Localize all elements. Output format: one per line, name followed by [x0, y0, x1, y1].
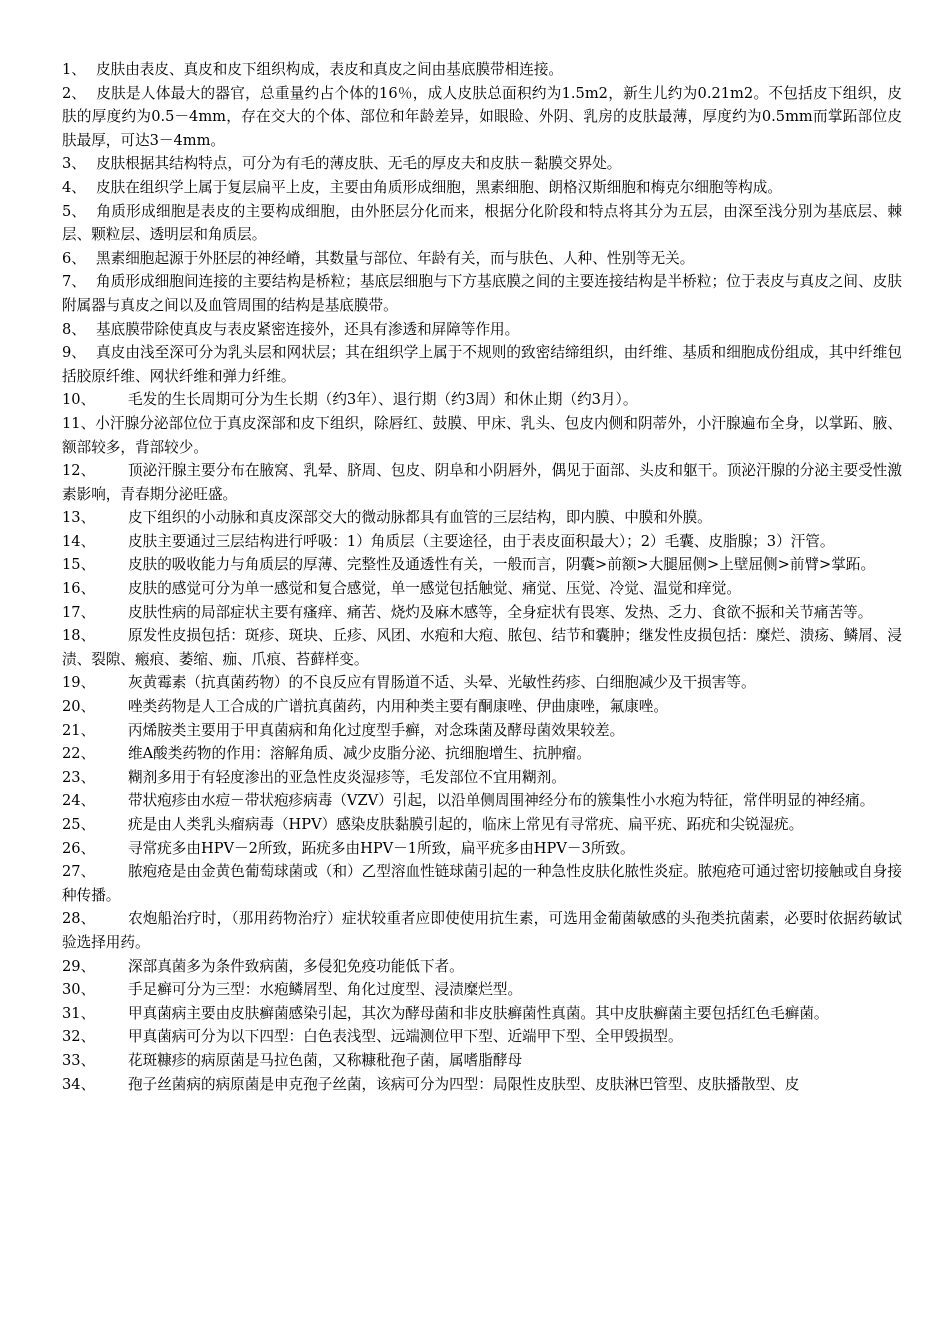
list-item — [62, 742, 902, 766]
item-text: 毛发的生长周期可分为生长期（约3年）、退行期（约3周）和休止期（约3月）。 — [128, 391, 638, 409]
item-text: 皮肤性病的局部症状主要有瘙痒、痛苦、烧灼及麻木感等，全身症状有畏寒、发热、乏力、食欲不振和关节痛苦等。 — [128, 603, 873, 621]
item-text: 丙烯胺类主要用于甲真菌病和角化过度型手癣，对念珠菌及酵母菌效果较差。 — [128, 721, 625, 739]
list-item — [62, 955, 902, 979]
item-number: 30、 — [62, 981, 96, 999]
item-number: 13、 — [62, 509, 96, 527]
item-text: 顶泌汗腺主要分布在腋窝、乳晕、脐周、包皮、阴阜和小阴唇外，偶见于面部、头皮和躯干。顶泌汗腺的分泌主要受性激素影响，青春期分泌旺盛。 — [62, 462, 902, 503]
list-item — [62, 459, 902, 506]
list-item — [62, 1073, 902, 1097]
item-number: 26、 — [62, 839, 96, 857]
list-item — [62, 388, 902, 412]
list-item — [62, 789, 902, 813]
item-number: 19、 — [62, 674, 96, 692]
item-text: 皮肤的感觉可分为单一感觉和复合感觉，单一感觉包括触觉、痛觉、压觉、冷觉、温觉和痒觉。 — [128, 580, 741, 598]
item-text: 脓疱疮是由金黄色葡萄球菌或（和）乙型溶血性链球菌引起的一种急性皮肤化脓性炎症。脓疱疮可通过密切接触或自身接种传播。 — [62, 863, 902, 904]
list-item — [62, 837, 902, 861]
item-number: 29、 — [62, 957, 96, 975]
list-item — [62, 577, 902, 601]
item-text: 手足癣可分为三型：水疱鳞屑型、角化过度型、浸渍糜烂型。 — [128, 981, 523, 999]
item-text: 皮下组织的小动脉和真皮深部交大的微动脉都具有血管的三层结构，即内膜、中膜和外膜。 — [128, 509, 712, 527]
list-item — [62, 82, 902, 153]
list-item — [62, 270, 902, 317]
item-number: 15、 — [62, 556, 96, 574]
item-number: 23、 — [62, 768, 96, 786]
item-number: 12、 — [62, 462, 96, 480]
item-number: 20、 — [62, 698, 96, 716]
item-text: 角质形成细胞间连接的主要结构是桥粒；基底层细胞与下方基底膜之间的主要连接结构是半桥粒；位于表皮与真皮之间、皮肤附属器与真皮之间以及血管周围的结构是基底膜带。 — [62, 273, 902, 314]
list-item — [62, 247, 902, 271]
item-text: 唑类药物是人工合成的广谱抗真菌药，内用种类主要有酮康唑、伊曲康唑，氟康唑。 — [128, 698, 668, 716]
item-text: 甲真菌病主要由皮肤癣菌感染引起，其次为酵母菌和非皮肤癣菌性真菌。其中皮肤癣菌主要包括红色毛癣菌。 — [128, 1004, 829, 1022]
item-number: 8、 — [62, 320, 86, 338]
item-number: 33、 — [62, 1051, 96, 1069]
item-text: 甲真菌病可分为以下四型：白色表浅型、远端测位甲下型、近端甲下型、全甲毁损型。 — [128, 1028, 683, 1046]
item-number: 2、 — [62, 84, 86, 102]
item-number: 17、 — [62, 603, 96, 621]
item-text: 皮肤由表皮、真皮和皮下组织构成，表皮和真皮之间由基底膜带相连接。 — [96, 61, 564, 78]
item-number: 4、 — [62, 178, 86, 196]
item-number: 14、 — [62, 532, 96, 550]
numbered-list — [62, 58, 902, 1096]
list-item — [62, 318, 902, 342]
item-number: 27、 — [62, 863, 96, 881]
list-item — [62, 1025, 902, 1049]
list-item — [62, 813, 902, 837]
item-text: 疣是由人类乳头瘤病毒（HPV）感染皮肤黏膜引起的，临床上常见有寻常疣、扁平疣、跖疣和尖锐湿疣。 — [128, 816, 804, 833]
item-text: 灰黄霉素（抗真菌药物）的不良反应有胃肠道不适、头晕、光敏性药疹、白细胞减少及干损害等。 — [128, 674, 756, 692]
item-number: 7、 — [62, 273, 86, 291]
list-item — [62, 624, 902, 671]
item-number: 28、 — [62, 910, 96, 928]
item-number: 9、 — [62, 344, 86, 362]
item-number: 1、 — [62, 61, 86, 78]
item-text: 黑素细胞起源于外胚层的神经嵴，其数量与部位、年龄有关，而与肤色、人种、性别等无关。 — [96, 249, 695, 267]
list-item — [62, 200, 902, 247]
item-text: 基底膜带除使真皮与表皮紧密连接外，还具有渗透和屏障等作用。 — [96, 320, 520, 338]
list-item — [62, 152, 902, 176]
item-number: 18、 — [62, 627, 96, 645]
item-text: 孢子丝菌病的病原菌是申克孢子丝菌，该病可分为四型：局限性皮肤型、皮肤淋巴管型、皮肤播散型、皮 — [128, 1075, 800, 1093]
item-number: 11、 — [62, 414, 96, 432]
item-text: 维A酸类药物的作用：溶解角质、减少皮脂分泌、抗细胞增生、抗肿瘤。 — [128, 745, 591, 763]
item-text: 皮肤在组织学上属于复层扁平上皮，主要由角质形成细胞，黑素细胞、朗格汉斯细胞和梅克尔细胞等构成。 — [96, 178, 782, 196]
list-item — [62, 978, 902, 1002]
item-text: 糊剂多用于有轻度渗出的亚急性皮炎湿疹等，毛发部位不宜用糊剂。 — [128, 768, 566, 786]
list-item — [62, 341, 902, 388]
list-item — [62, 601, 902, 625]
list-item — [62, 671, 902, 695]
item-number: 25、 — [62, 816, 96, 833]
list-item — [62, 1049, 902, 1073]
item-text: 花斑糠疹的病原菌是马拉色菌，又称糠秕孢子菌，属嗜脂酵母 — [128, 1051, 523, 1069]
item-text: 寻常疣多由HPV－2所致，跖疣多由HPV－1所致，扁平疣多由HPV－3所致。 — [128, 839, 635, 857]
item-number: 32、 — [62, 1028, 96, 1046]
list-item — [62, 58, 902, 82]
list-item — [62, 907, 902, 954]
list-item — [62, 530, 902, 554]
item-text: 真皮由浅至深可分为乳头层和网状层；其在组织学上属于不规则的致密结缔组织，由纤维、基质和细胞成份组成，其中纤维包括胶原纤维、网状纤维和弹力纤维。 — [62, 344, 902, 385]
list-item — [62, 176, 902, 200]
item-text: 皮肤是人体最大的器官，总重量约占个体的16％，成人皮肤总面积约为1.5m2，新生儿约为0.21m2。不包括皮下组织，皮肤的厚度约为0.5－4mm，存在交大的个体、部位和年龄差异，如眼睑、外阴、乳房的皮肤最薄，厚度约为0.5mm而掌跖部位皮肤最厚，可达3－4mm。 — [62, 84, 902, 149]
item-text: 带状疱疹由水痘－带状疱疹病毒（VZV）引起，以沿单侧周围神经分布的簇集性小水疱为特征，常伴明显的神经痛。 — [128, 792, 875, 810]
item-number: 22、 — [62, 745, 96, 763]
item-text: 小汗腺分泌部位位于真皮深部和皮下组织，除唇红、鼓膜、甲床、乳头、包皮内侧和阴蒂外，小汗腺遍布全身，以掌跖、腋、额部较多，背部较少。 — [62, 414, 902, 456]
item-text: 农炮船治疗时，（那用药物治疗）症状较重者应即使使用抗生素，可选用金葡菌敏感的头孢类抗菌素，必要时依据药敏试验选择用药。 — [62, 910, 902, 951]
item-number: 3、 — [62, 155, 86, 173]
item-number: 24、 — [62, 792, 96, 810]
item-text: 深部真菌多为条件致病菌，多侵犯免疫功能低下者。 — [128, 957, 464, 975]
list-item — [62, 1002, 902, 1026]
list-item — [62, 719, 902, 743]
item-number: 21、 — [62, 721, 96, 739]
item-number: 5、 — [62, 202, 86, 220]
item-number: 6、 — [62, 249, 86, 267]
item-text: 角质形成细胞是表皮的主要构成细胞，由外胚层分化而来，根据分化阶段和特点将其分为五层，由深至浅分别为基底层、棘层、颗粒层、透明层和角质层。 — [62, 202, 902, 244]
list-item — [62, 506, 902, 530]
item-text: 原发性皮损包括：斑疹、斑块、丘疹、风团、水疱和大疱、脓包、结节和囊肿；继发性皮损包括：糜烂、溃疡、鳞屑、浸渍、裂隙、瘢痕、萎缩、痂、爪痕、苔藓样变。 — [62, 627, 902, 668]
item-text: 皮肤根据其结构特点，可分为有毛的薄皮肤、无毛的厚皮夫和皮肤－黏膜交界处。 — [96, 155, 622, 173]
item-number: 31、 — [62, 1004, 96, 1022]
list-item — [62, 412, 902, 459]
item-number: 34、 — [62, 1075, 96, 1093]
list-item — [62, 766, 902, 790]
item-number: 10、 — [62, 391, 96, 409]
list-item — [62, 695, 902, 719]
item-text: 皮肤的吸收能力与角质层的厚薄、完整性及通透性有关，一般而言，阴囊>前额>大腿屈侧>上壁屈侧>前臂>掌跖。 — [128, 556, 876, 574]
list-item — [62, 860, 902, 907]
item-text: 皮肤主要通过三层结构进行呼吸：1）角质层（主要途径，由于表皮面积最大）；2）毛囊、皮脂腺；3）汗管。 — [128, 532, 835, 550]
item-number: 16、 — [62, 580, 96, 598]
list-item — [62, 553, 902, 577]
